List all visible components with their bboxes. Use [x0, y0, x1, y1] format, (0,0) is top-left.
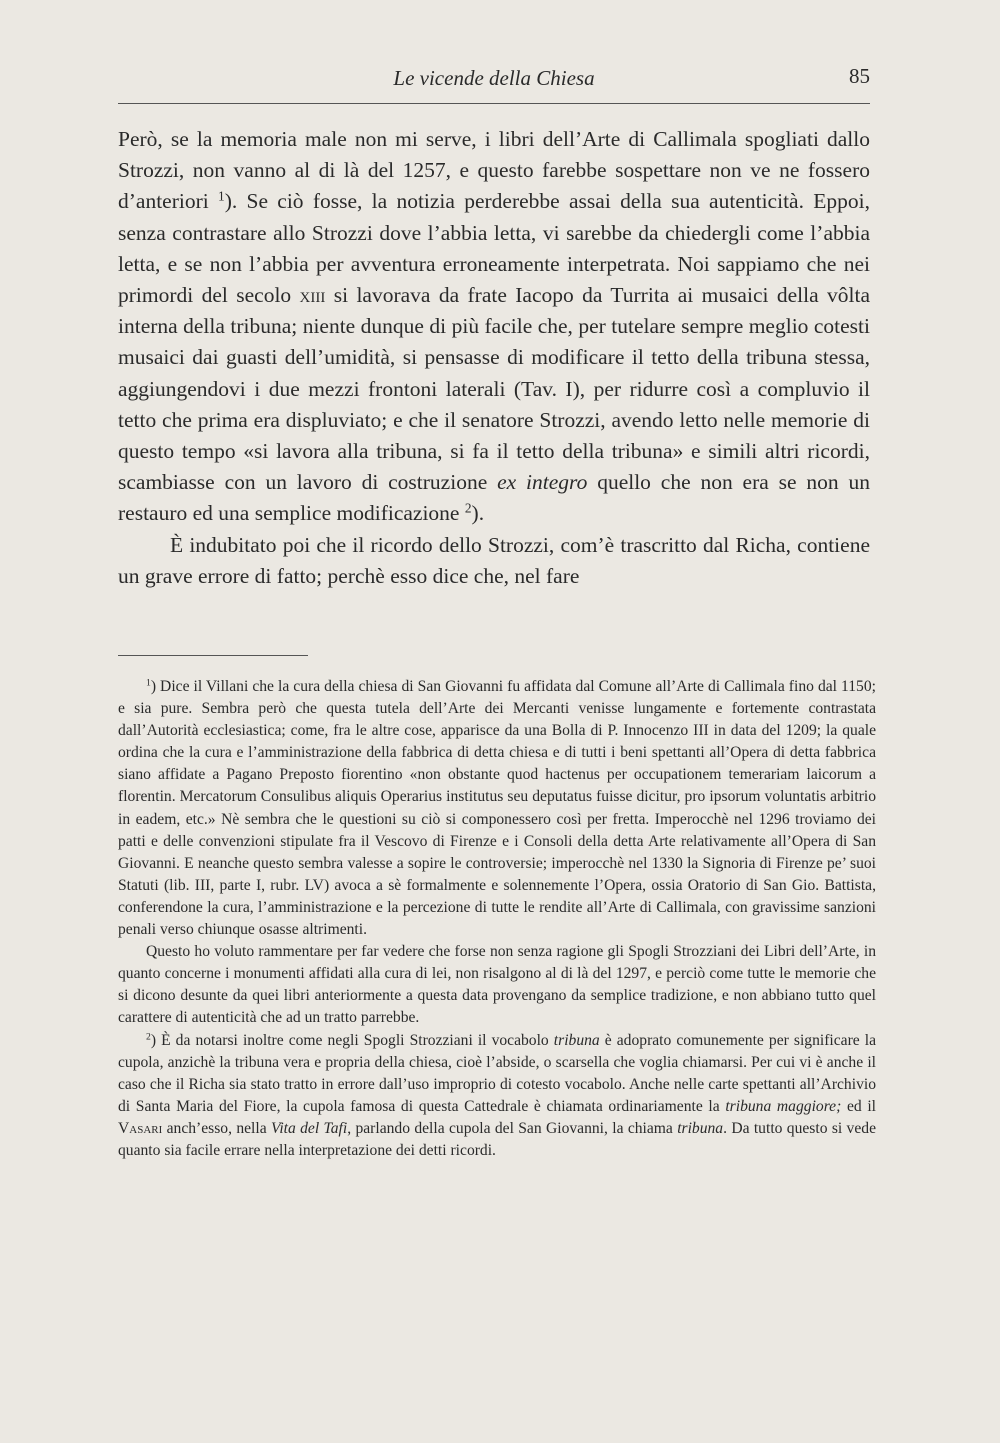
- footnote-ref: 1: [218, 189, 225, 205]
- page-header: [118, 62, 870, 92]
- footnote-1-continuation: Questo ho voluto rammentare per far vedere che forse non senza ragione gli Spogli Strozziani dei Libri dell’Arte, in quanto concerne i monumenti affidati alla cura di lei, non risalgono al di là del 1297, e perciò come tutte le memorie che si dicono desunte da quei libri anteriormente a questa data provengano da semplice tradizione, e non abbiano tutto quel carattere di autenticità che ad un tratto parrebbe.: [118, 943, 876, 1027]
- footnote-1: $^1$) Dice il Villani che la cura della chiesa di San Giovanni fu affidata dal Comune all’Arte di Callimala fino dal 1150; e sia pure. Sembra però che questa tutela dell’Arte dei Mercanti venisse lungamente e fortemente contrastata dall’Autorità ecclesiastica; come, fra le altre cose, apparisce da una Bolla di P. Innocenzo III in data del 1209; la quale ordina che la cura e l’amministrazione della fabbrica di detta chiesa e di tutti i beni spettanti all’Opera di detta fabbrica siano affidate a Pagano Preposto fiorentino «non obstante quod hactenus per occupationem temerariam laicorum a florentin. Mercatorum Consulibus aliquis Operarius institutus seu deputatus fuisse dicitur, pro ipsorum voluntatis arbitrio in eadem, etc.» Nè sembra che le questioni su ciò si componessero così per fretta. Imperocchè nel 1296 troviamo dei patti e delle convenzioni stipulate fra il Vescovo di Firenze e i Consoli della detta Arte relativamente all’Opera di San Giovanni. E neanche questo sembra valesse a sopire le controversie; imperocchè nel 1330 la Signoria di Firenze pe’ suoi Statuti (lib. III, parte I, rubr. LV) avoca a sè formalmente e solennemente l’Opera, ossia Oratorio di San Gio. Battista, conferendone la cura, l’amministrazione e la percezione di tutte le rendite all’Arte di Callimala, con gravissime sanzioni penali verso chiunque osasse altrimenti.: [118, 677, 876, 939]
- main-text: [118, 124, 870, 592]
- footnote-rule: [118, 655, 308, 656]
- footnote-2: $^2$) È da notarsi inoltre come negli Spogli Strozziani il vocabolo tribuna è adoprato comunemente per significare la cupola, anzichè la tribuna vera e propria della chiesa, cioè l’abside, o scarsella che voglia chiamarsi. Per cui vi è anche il caso che il Richa sia stato tratto in errore dall’uso improprio di cotesto vocabolo. Anche nelle carte spettanti all’Archivio di Santa Maria del Fiore, la cupola famosa di questa Cattedrale è chiamata ordinariamente la tribuna maggiore; ed il Vasari anch’esso, nella Vita del Tafi, parlando della cupola del San Giovanni, la chiama tribuna. Da tutto questo si vede quanto sia facile errare nella interpretazione dei detti ricordi.: [118, 1031, 876, 1159]
- paragraph: Però, se la memoria male non mi serve, i libri dell’Arte di Callimala spogliati dallo Strozzi, non vanno al di là del 1257, e questo farebbe sospettare non ve ne fossero d’anteriori $^1$). Se ciò fosse, la notizia perderebbe assai della sua autenticità. Eppoi, senza contrastare allo Strozzi dove l’abbia letta, vi sarebbe da chiedergli come l’abbia letta, e se non l’abbia per avventura erroneamente interpetrata. Noi sappiamo che nei primordi del secolo xiii si lavorava da frate Iacopo da Turrita ai musaici della vôlta interna della tribuna; niente dunque di più facile che, per tutelare sempre meglio cotesti musaici dai guasti dell’umidità, si pensasse di modificare il tetto della tribuna stessa, aggiungendovi i due mezzi frontoni laterali (Tav. I), per ridurre così a compluvio il tetto che prima era displuviato; e che il senatore Strozzi, avendo letto nelle memorie di questo tempo «si lavora alla tribuna, si fa il tetto della tribuna» e simili altri ricordi, scambiasse con un lavoro di costruzione ex integro quello che non era se non un restauro ed una semplice modificazione $^2$).: [118, 127, 870, 526]
- footnote-ref: 2: [464, 501, 472, 517]
- footnote-mark: 1: [146, 677, 151, 689]
- footnotes: [118, 676, 876, 1162]
- page-number: 85: [849, 64, 870, 88]
- running-title: Le vicende della Chiesa: [393, 66, 595, 90]
- footnote-mark: 2: [146, 1031, 151, 1043]
- header-rule: [118, 103, 870, 104]
- paragraph: È indubitato poi che il ricordo dello Strozzi, com’è trascritto dal Richa, contiene un grave errore di fatto; perchè esso dice che, nel fare: [118, 532, 870, 588]
